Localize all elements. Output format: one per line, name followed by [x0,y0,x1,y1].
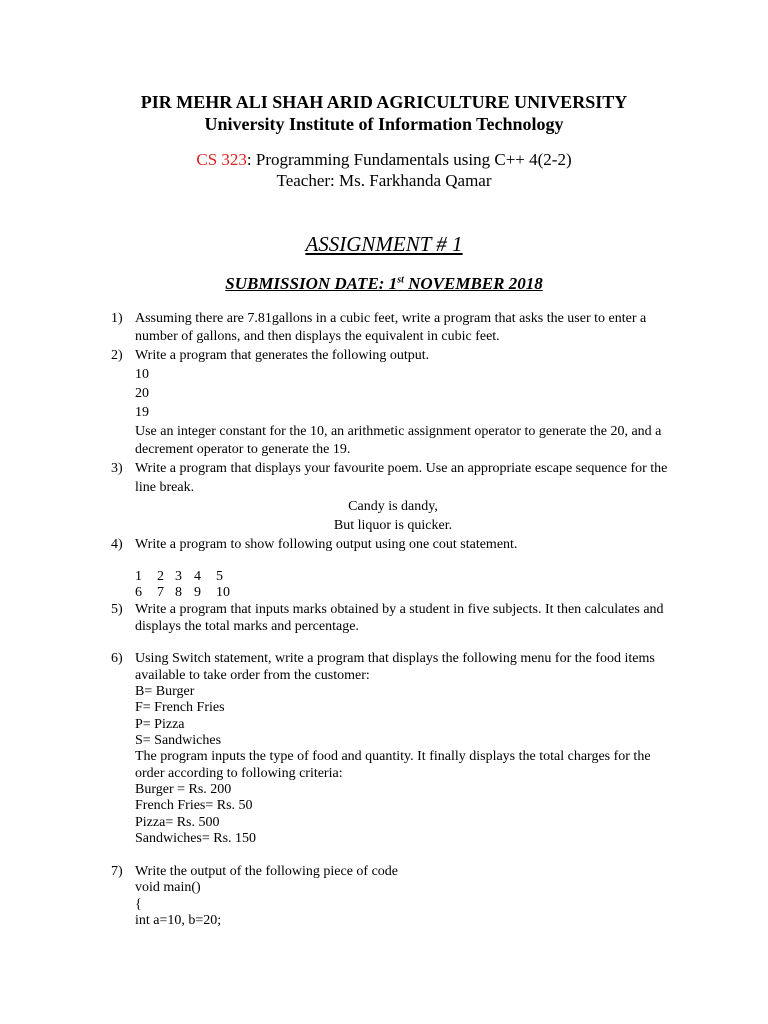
output-line: 10 [135,367,149,382]
question-text: Write a program that displays your favourite poem. Use an appropriate escape sequence for the [135,461,668,476]
question-text: Write a program that inputs marks obtained by a student in five subjects. It then calculates and [135,602,664,617]
question-text: line break. [135,480,195,495]
assignment-title: ASSIGNMENT # 1 [305,232,463,256]
institute-name: University Institute of Information Technology [204,114,564,134]
question-number: 6) [111,651,123,666]
question-text: Use an integer constant for the 10, an arithmetic assignment operator to generate the 20, and a [135,424,662,439]
question-number: 4) [111,537,123,552]
number-row: 6 7 8 9 10 [135,585,230,600]
question-text: decrement operator to generate the 19. [135,442,351,457]
question-number: 1) [111,311,123,326]
price-item: Pizza= Rs. 500 [135,815,220,830]
question-text: Using Switch statement, write a program that displays the following menu for the food items [135,651,655,666]
menu-item: B= Burger [135,684,195,699]
university-name: PIR MEHR ALI SHAH ARID AGRICULTURE UNIVERSITY [140,92,628,112]
question-text: order according to following criteria: [135,766,343,781]
code-line: { [135,897,142,912]
question-number: 7) [111,864,123,879]
number-row: 1 2 3 4 5 [135,569,223,584]
question-text: The program inputs the type of food and quantity. It finally displays the total charges for the [135,749,651,764]
menu-item: P= Pizza [135,717,185,732]
code-line: void main() [135,880,201,895]
course-code: CS 323 [196,150,247,169]
teacher-line: Teacher: Ms. Farkhanda Qamar [276,171,492,190]
output-line: 20 [135,386,149,401]
question-text: Write a program that generates the following output. [135,348,430,363]
output-line: 19 [135,405,149,420]
question-text: Assuming there are 7.81gallons in a cubic feet, write a program that asks the user to enter a [135,311,647,326]
menu-item: F= French Fries [135,700,225,715]
price-item: Burger = Rs. 200 [135,782,232,797]
question-text: Write a program to show following output using one cout statement. [135,537,518,552]
submission-date: SUBMISSION DATE: 1st NOVEMBER 2018 [225,274,543,293]
course-title: : Programming Fundamentals using C++ 4(2-2) [246,150,572,169]
question-text: Write the output of the following piece of code [135,864,399,879]
question-number: 3) [111,461,123,476]
poem-line: But liquor is quicker. [333,518,453,533]
menu-item: S= Sandwiches [135,733,222,748]
price-item: French Fries= Rs. 50 [135,798,253,813]
question-number: 5) [111,602,123,617]
question-text: number of gallons, and then displays the equivalent in cubic feet. [135,329,500,344]
course-line [0,150,768,170]
price-item: Sandwiches= Rs. 150 [135,831,257,846]
poem-line: Candy is dandy, [348,499,438,514]
code-line: int a=10, b=20; [135,913,222,928]
question-text: displays the total marks and percentage. [135,619,359,634]
question-text: available to take order from the customer: [135,668,370,683]
question-number: 2) [111,348,123,363]
